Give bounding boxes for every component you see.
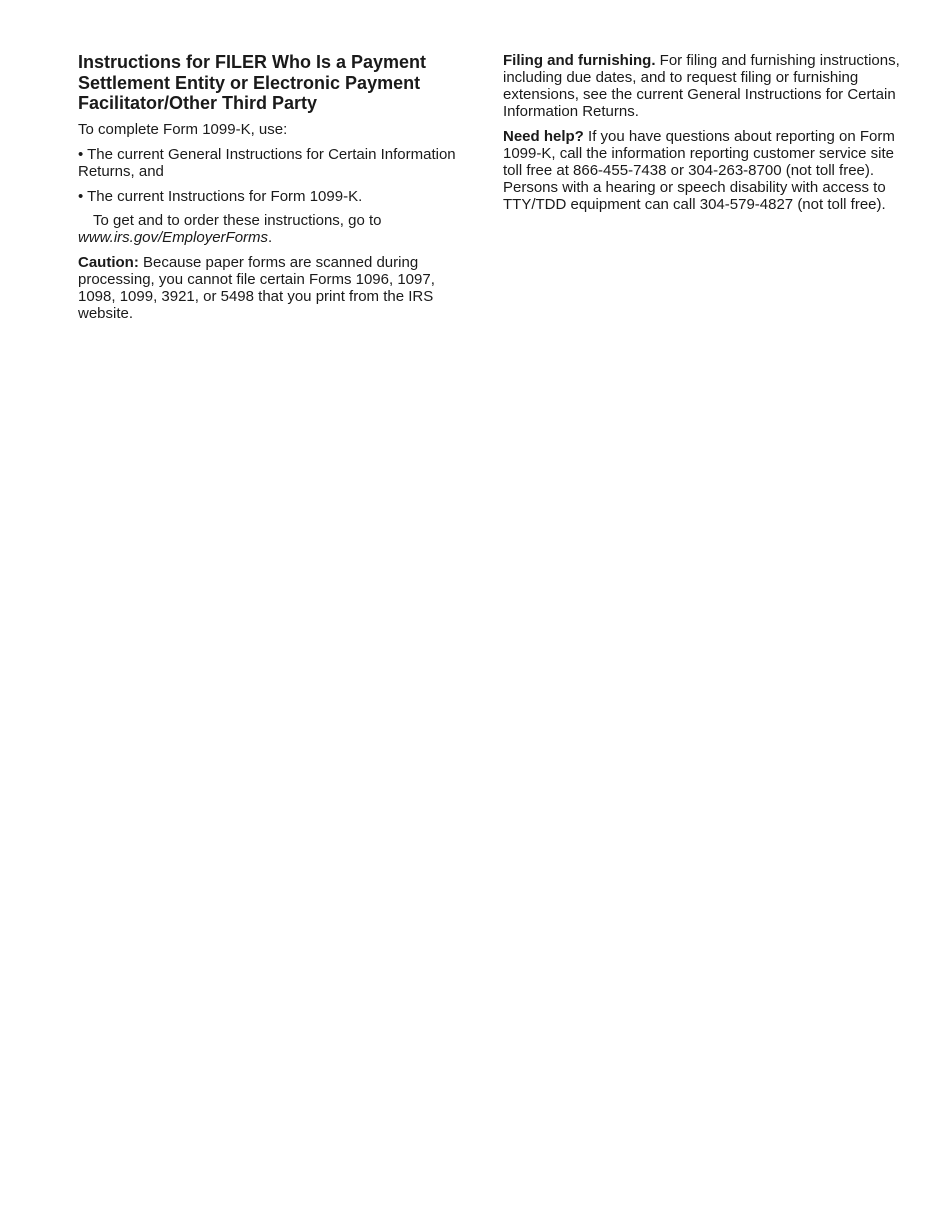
- instructions-heading: Instructions for FILER Who Is a Payment Settlement Entity or Electronic Payment Facilitator/Other Third Party: [78, 52, 427, 113]
- order-instructions-paragraph: [78, 212, 456, 246]
- intro-text: To complete Form 1099-K, use:: [78, 120, 288, 138]
- filing-furnishing-label: Filing and furnishing.: [503, 52, 656, 69]
- filing-furnishing-text: For filing and furnishing instructions, including due dates, and to request filing or furnishing extensions, see the current General Instructions for Certain Information Returns.: [503, 52, 900, 120]
- need-help-label: Need help?: [503, 128, 584, 145]
- bullet-form-instructions: • The current Instructions for Form 1099-K.: [78, 187, 363, 205]
- bullet-general-instructions: • The current General Instructions for Certain Information Returns, and: [78, 145, 456, 180]
- employer-forms-link[interactable]: www.irs.gov/EmployerForms: [78, 228, 269, 246]
- right-column: [503, 52, 903, 213]
- caution-paragraph: [78, 254, 456, 322]
- left-column: [78, 52, 456, 322]
- order-instructions-end: .: [268, 228, 273, 246]
- need-help-paragraph: [503, 128, 903, 213]
- need-help-text: If you have questions about reporting on Form 1099-K, call the information reporting customer service site toll free at 866-455-7438 or 304-263-8700 (not toll free). Persons with a hearing or speech disability with access to TTY/TDD equipment can call 304-579-4827 (not toll free).: [503, 128, 895, 213]
- caution-label: Caution:: [78, 253, 139, 271]
- caution-text: Because paper forms are scanned during processing, you cannot file certain Forms 1096, 1097, 1098, 1099, 3921, or 5498 that you print from the IRS website.: [78, 253, 435, 322]
- order-instructions-text: To get and to order these instructions, go to: [93, 211, 382, 229]
- filing-furnishing-paragraph: [503, 52, 903, 120]
